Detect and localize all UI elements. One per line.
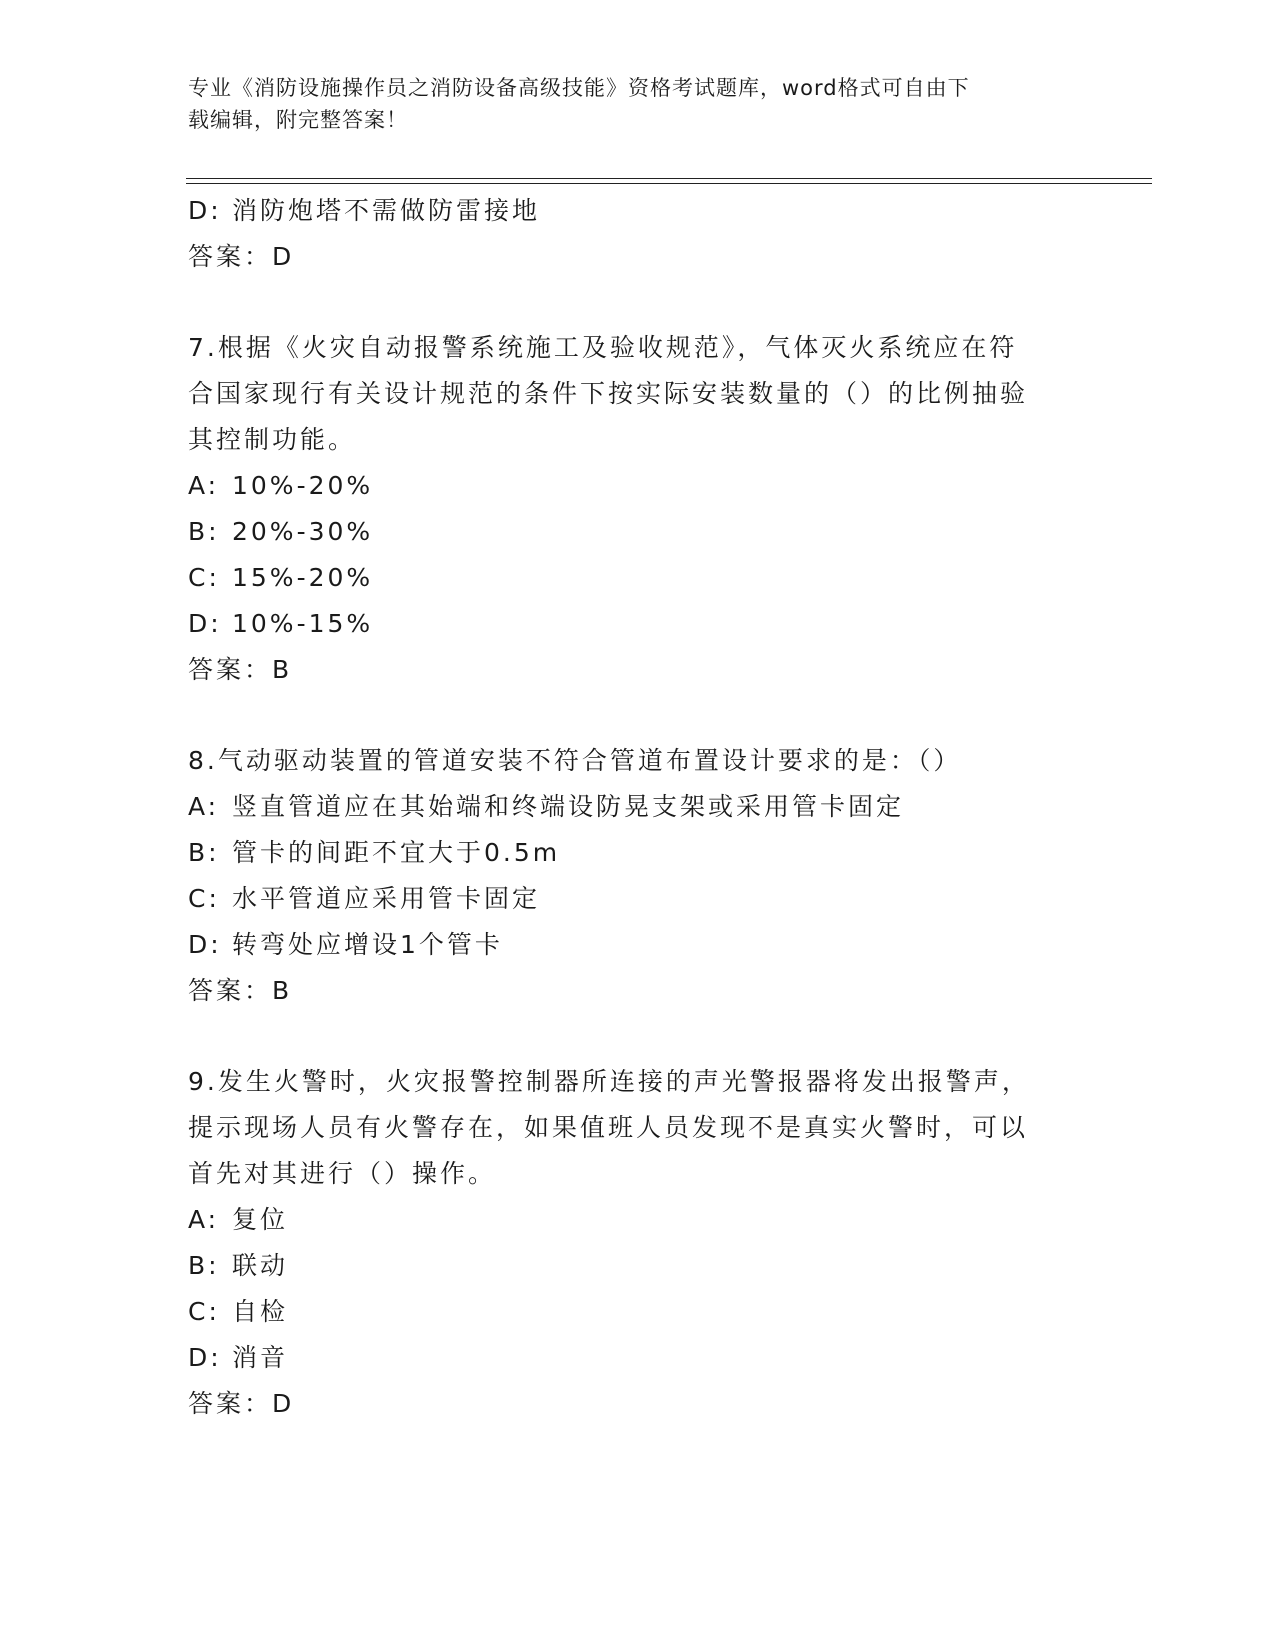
- spacer: [188, 280, 1068, 325]
- answer: 答案：B: [188, 976, 293, 1005]
- question-stem-line: 提示现场人员有火警存在，如果值班人员发现不是真实火警时，可以: [188, 1113, 1029, 1142]
- option-text: 管卡的间距不宜大于0.5m: [232, 838, 561, 867]
- question-7: [188, 325, 1068, 693]
- option-a: [188, 463, 1068, 509]
- header-line-1: 专业《消防设施操作员之消防设备高级技能》资格考试题库，word格式可自由下: [188, 76, 970, 100]
- option-c: [188, 1289, 1068, 1335]
- answer: 答案：B: [188, 655, 293, 684]
- option-a: [188, 784, 1068, 830]
- option-text: 15%-20%: [232, 563, 374, 592]
- option-text: 联动: [232, 1251, 289, 1280]
- prev-option-d: [188, 188, 1068, 234]
- question-9: [188, 1059, 1068, 1427]
- option-label: D:: [188, 1343, 222, 1372]
- option-label: D:: [188, 609, 222, 638]
- prev-answer: 答案：D: [188, 242, 295, 271]
- option-text: 转弯处应增设1个管卡: [232, 930, 503, 959]
- question-stem-line: 其控制功能。: [188, 425, 357, 454]
- option-a: [188, 1197, 1068, 1243]
- spacer: [188, 1014, 1068, 1059]
- question-8: [188, 738, 1068, 1014]
- answer: 答案：D: [188, 1389, 295, 1418]
- option-label: C:: [188, 1297, 220, 1326]
- header-rule-top: [186, 178, 1152, 179]
- question-stem-line: 9.发生火警时，火灾报警控制器所连接的声光警报器将发出报警声，: [188, 1067, 1030, 1096]
- question-stem-line: 首先对其进行（）操作。: [188, 1159, 497, 1188]
- option-text: 10%-15%: [232, 609, 374, 638]
- question-content: [188, 188, 1068, 1427]
- option-label: D:: [188, 196, 222, 225]
- option-label: A:: [188, 792, 220, 821]
- option-c: [188, 876, 1068, 922]
- option-c: [188, 555, 1068, 601]
- option-label: B:: [188, 517, 220, 546]
- option-label: C:: [188, 563, 220, 592]
- document-header: [188, 72, 1068, 136]
- question-stem-line: 合国家现行有关设计规范的条件下按实际安装数量的（）的比例抽验: [188, 379, 1029, 408]
- option-text: 竖直管道应在其始端和终端设防晃支架或采用管卡固定: [232, 792, 905, 821]
- option-text: 消防炮塔不需做防雷接地: [232, 196, 541, 225]
- option-text: 20%-30%: [232, 517, 374, 546]
- header-line-2: 载编辑，附完整答案！: [188, 108, 408, 132]
- option-text: 自检: [232, 1297, 289, 1326]
- option-b: [188, 1243, 1068, 1289]
- option-label: A:: [188, 1205, 220, 1234]
- option-label: C:: [188, 884, 220, 913]
- option-text: 水平管道应采用管卡固定: [232, 884, 541, 913]
- option-label: B:: [188, 838, 220, 867]
- option-label: D:: [188, 930, 222, 959]
- option-d: [188, 601, 1068, 647]
- option-label: B:: [188, 1251, 220, 1280]
- question-stem-line: 8.气动驱动装置的管道安装不符合管道布置设计要求的是：（）: [188, 746, 962, 775]
- question-stem-line: 7.根据《火灾自动报警系统施工及验收规范》，气体灭火系统应在符: [188, 333, 1018, 362]
- option-b: [188, 830, 1068, 876]
- option-b: [188, 509, 1068, 555]
- option-label: A:: [188, 471, 220, 500]
- option-d: [188, 1335, 1068, 1381]
- option-d: [188, 922, 1068, 968]
- spacer: [188, 693, 1068, 738]
- option-text: 消音: [232, 1343, 289, 1372]
- option-text: 复位: [232, 1205, 289, 1234]
- header-rule-bottom: [186, 183, 1152, 184]
- option-text: 10%-20%: [232, 471, 374, 500]
